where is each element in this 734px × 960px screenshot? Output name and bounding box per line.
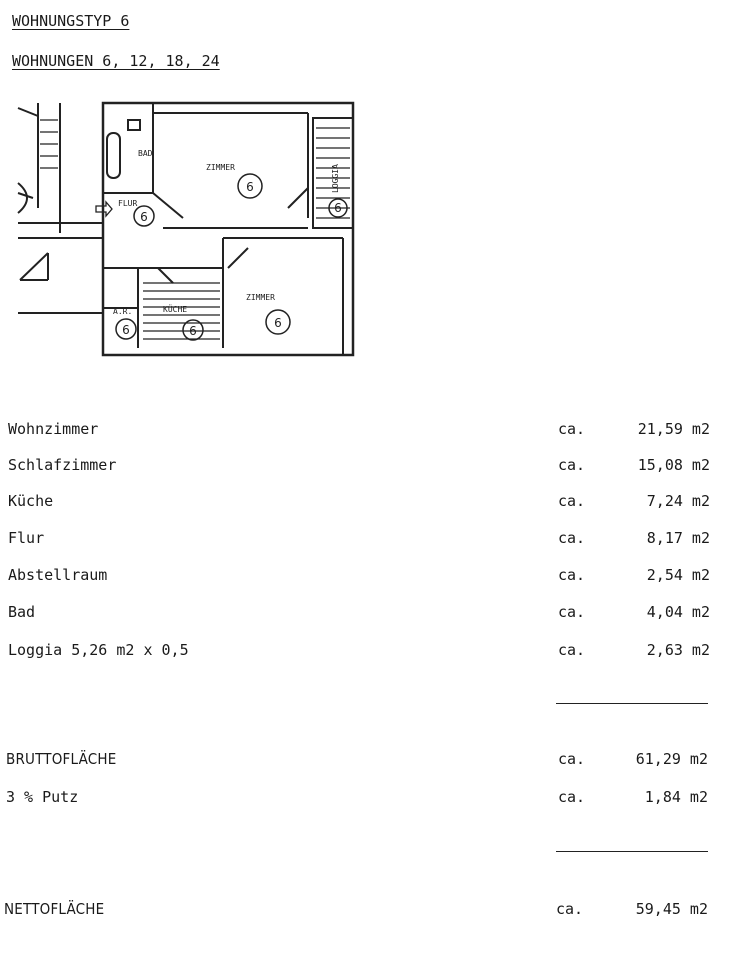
sum-divider <box>556 703 708 704</box>
plaster-label: 3 % Putz <box>6 788 79 806</box>
room-label-abstellraum: A.R. <box>113 307 133 316</box>
room-row <box>0 529 734 553</box>
room-name: Flur <box>8 529 45 547</box>
room-label-loggia: LOGGIA <box>331 164 340 193</box>
plaster-row <box>0 788 734 812</box>
area-prefix: ca. <box>558 788 586 806</box>
room-label-kueche: KÜCHE <box>163 305 188 314</box>
area-prefix: ca. <box>558 603 586 621</box>
area-prefix: ca. <box>558 566 586 584</box>
room-name: Wohnzimmer <box>8 420 99 438</box>
area-prefix: ca. <box>558 420 586 438</box>
gross-area-label: BRUTTOFLÄCHE <box>6 750 117 768</box>
room-row <box>0 492 734 516</box>
area-prefix: ca. <box>558 641 586 659</box>
room-area: 7,24 m2 <box>646 492 710 510</box>
area-prefix: ca. <box>558 492 586 510</box>
apartment-units-title: WOHNUNGEN 6, 12, 18, 24 <box>12 52 220 70</box>
room-row <box>0 456 734 480</box>
unit-marker: 6 <box>140 210 148 224</box>
net-area-row <box>0 900 734 924</box>
unit-marker: 6 <box>122 323 130 337</box>
area-prefix: ca. <box>556 900 584 918</box>
plaster-value: 1,84 m2 <box>644 788 708 806</box>
room-area: 2,54 m2 <box>646 566 710 584</box>
room-area: 8,17 m2 <box>646 529 710 547</box>
room-name: Loggia 5,26 m2 x 0,5 <box>8 641 189 659</box>
unit-marker: 6 <box>189 324 197 338</box>
room-label-zimmer-top: ZIMMER <box>206 163 235 172</box>
room-row <box>0 566 734 590</box>
gross-area-value: 61,29 m2 <box>635 750 708 768</box>
net-divider <box>556 851 708 852</box>
staircase <box>18 103 103 313</box>
room-name: Bad <box>8 603 36 621</box>
unit-marker: 6 <box>246 180 254 194</box>
room-row <box>0 641 734 665</box>
room-label-zimmer-bottom: ZIMMER <box>246 293 275 302</box>
area-prefix: ca. <box>558 750 586 768</box>
room-area: 15,08 m2 <box>637 456 710 474</box>
apartment-type-title: WOHNUNGSTYP 6 <box>12 12 130 30</box>
room-name: Abstellraum <box>8 566 108 584</box>
area-prefix: ca. <box>558 529 586 547</box>
gross-area-row <box>0 750 734 774</box>
floor-plan <box>8 98 358 360</box>
unit-marker: 6 <box>334 201 342 215</box>
room-name: Küche <box>8 492 54 510</box>
room-row <box>0 603 734 627</box>
net-area-value: 59,45 m2 <box>635 900 708 918</box>
unit-marker: 6 <box>274 316 282 330</box>
room-name: Schlafzimmer <box>8 456 117 474</box>
room-label-flur: FLUR <box>118 199 138 208</box>
room-area: 21,59 m2 <box>637 420 710 438</box>
area-prefix: ca. <box>558 456 586 474</box>
room-area: 4,04 m2 <box>646 603 710 621</box>
room-row <box>0 420 734 444</box>
room-area: 2,63 m2 <box>646 641 710 659</box>
net-area-label: NETTOFLÄCHE <box>4 900 105 918</box>
room-label-bad: BAD <box>138 149 153 158</box>
